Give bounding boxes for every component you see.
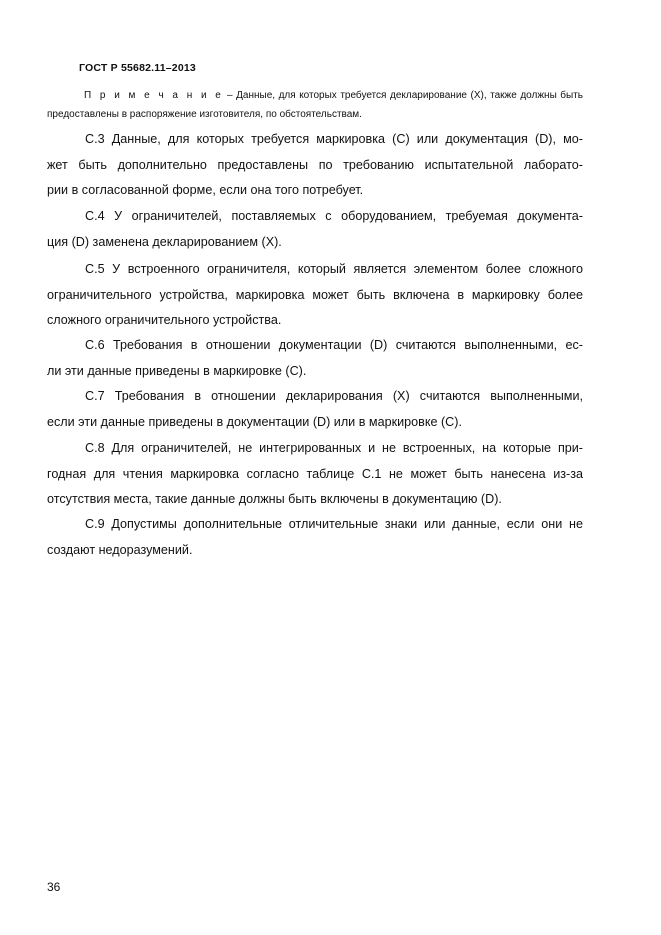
paragraph-line: годная для чтения маркировка согласно таблице С.1 не может быть нанесена из-за [47,466,583,481]
paragraph-line: С.5 У встроенного ограничителя, который является элементом более сложного [85,262,583,276]
note-line-1 [47,86,583,105]
paragraph-line: рии в согласованной форме, если она того потребует. [47,183,364,198]
paragraph-c7 [47,384,583,435]
paragraph-line: С.8 Для ограничителей, не интегрированных и не встроенных, на которые при- [85,441,583,455]
paragraph-line: ли эти данные приведены в маркировке (С). [47,363,307,378]
paragraph-line: ция (D) заменена декларированием (X). [47,234,282,249]
paragraph-c8 [47,436,583,513]
paragraph-line: С.9 Допустимы дополнительные отличительные знаки или данные, если они не [85,517,583,531]
paragraph-line: отсутствия места, такие данные должны быть включены в документацию (D). [47,492,502,507]
paragraph-line: сложного ограничительного устройства. [47,313,282,328]
note-block [47,86,583,124]
paragraph-line: С.6 Требования в отношении документации (D) считаются выполненными, ес- [85,338,583,352]
paragraph-line: создают недоразумений. [47,542,193,557]
paragraph-line: ограничительного устройства, маркировка может быть включена в маркировку более [47,287,583,302]
paragraph-c5 [47,257,583,334]
paragraph-c3 [47,127,583,204]
page-number: 36 [47,880,61,894]
paragraph-c4 [47,204,583,255]
paragraph-line: С.4 У ограничителей, поставляемых с оборудованием, требуемая документа- [85,209,583,223]
paragraph-line: С.3 Данные, для которых требуется маркировка (С) или документация (D), мо- [85,132,583,146]
paragraph-line: если эти данные приведены в документации (D) или в маркировке (С). [47,414,462,429]
note-line-1-text: – Данные, для которых требуется декларирование (X), также должны быть [223,90,584,101]
paragraph-c6 [47,333,583,384]
document-header: ГОСТ Р 55682.11–2013 [79,62,196,74]
note-label: П р и м е ч а н и е [84,90,224,101]
note-line-2: предоставлены в распоряжение изготовителя, по обстоятельствам. [47,109,362,120]
paragraph-line: С.7 Требования в отношении декларирования (X) считаются выполненными, [85,389,583,403]
paragraph-c9 [47,512,583,563]
paragraph-line: жет быть дополнительно предоставлены по требованию испытательной лаборато- [47,157,583,172]
